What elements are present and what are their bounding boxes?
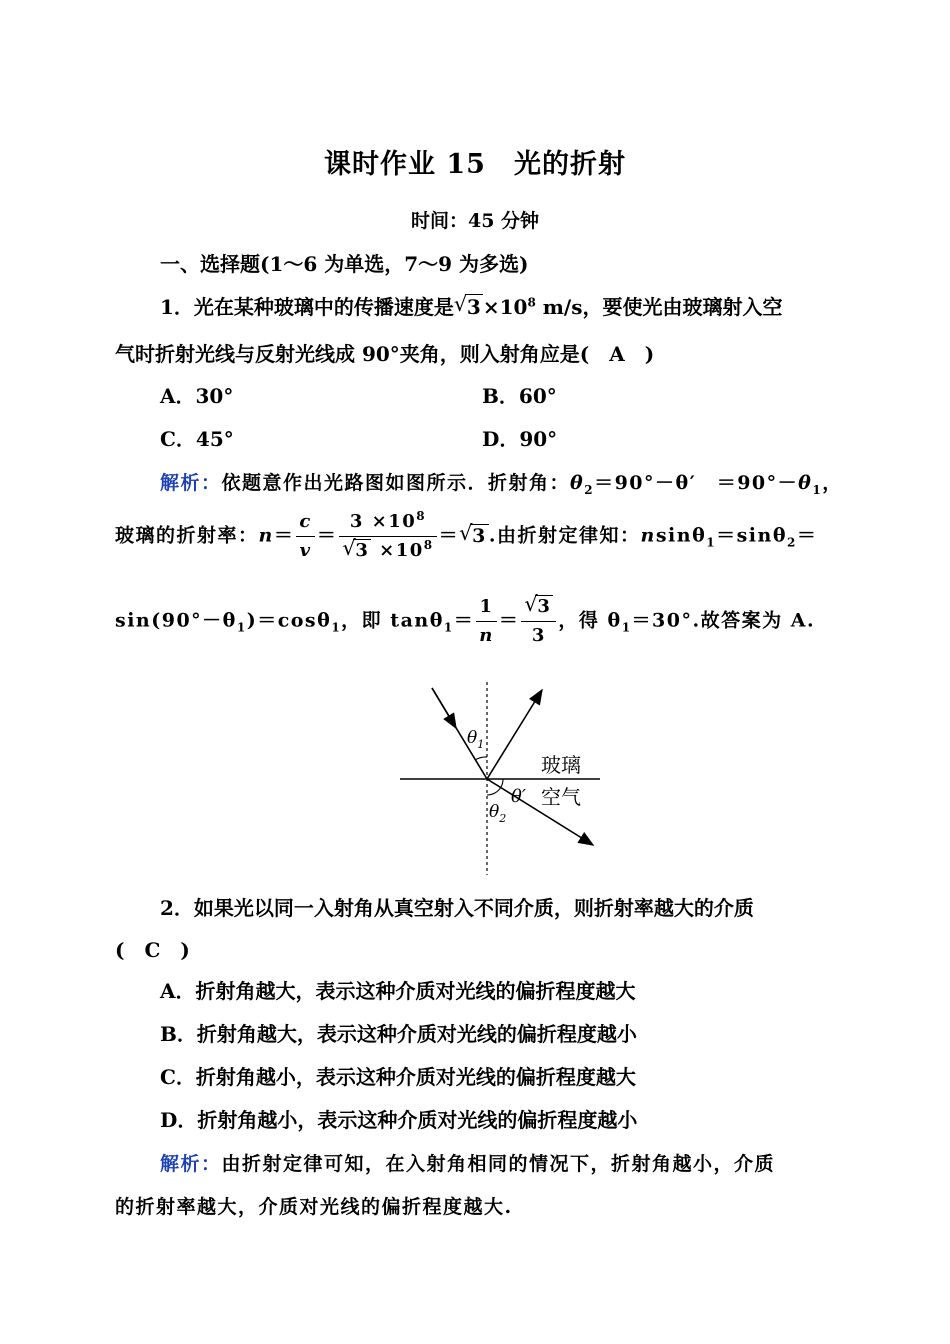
q1-option-b: B．60° xyxy=(482,384,557,408)
q2-option-a: A．折射角越大，表示这种介质对光线的偏折程度越大 xyxy=(160,979,636,1003)
incident-ray-arrow xyxy=(432,688,456,728)
fraction-1-over-n: $\frac{1}{n}$ xyxy=(476,595,497,648)
q1-option-d: D．90° xyxy=(482,427,558,451)
angle-arc-theta2 xyxy=(487,787,501,795)
q2-solution-line2: 的折射率越大，介质对光线的偏折程度越大. xyxy=(115,1196,513,1218)
q1-solution-line3: $\sin(90^\circ-\theta_1)=\cos\theta_1$，即 tanθ$_1$＝ $\frac{1}{n}$ ＝ √ 3 3 ，得 $\theta_1=30^\circ$.故答案为 A. xyxy=(115,592,816,646)
q1-solution-line1: 解析：依题意作出光路图如图所示．折射角：$\theta_2=90^\circ-\theta'$ $=90^\circ-\theta_1$， xyxy=(160,472,843,497)
reflected-ray xyxy=(487,690,542,779)
angle-arc-theta1 xyxy=(475,757,487,760)
label-theta1: $\theta_1$ xyxy=(467,728,485,751)
q1-stem-text: 1．光在某种玻璃中的传播速度是 xyxy=(160,295,454,319)
label-air: 空气 xyxy=(541,785,581,809)
q1-option-a: A．30° xyxy=(160,384,234,408)
solution-label: 解析： xyxy=(160,472,222,494)
q2-option-b: B．折射角越大，表示这种介质对光线的偏折程度越小 xyxy=(160,1022,637,1046)
fraction-c-over-v: $\frac{c}{v}$ xyxy=(296,510,314,563)
fraction-sqrt3-over-3: √ 3 3 xyxy=(521,595,556,648)
q2-option-c: C．折射角越小，表示这种介质对光线的偏折程度越大 xyxy=(160,1065,636,1089)
sqrt-symbol: √ 3 xyxy=(459,520,487,547)
q2-stem-line2: ( C ) xyxy=(115,938,190,962)
sqrt-symbol: √ 3 xyxy=(453,292,481,319)
section-heading: 一、选择题(1～6 为单选，7～9 为多选) xyxy=(160,252,529,276)
q2-solution-line1: 解析：由折射定律可知，在入射角相同的情况下，折射角越小，介质 xyxy=(160,1153,776,1175)
light-path-diagram xyxy=(395,680,605,880)
label-theta2: $\theta_2$ xyxy=(489,802,507,825)
time-limit: 时间：45 分钟 xyxy=(410,210,540,232)
solution-label: 解析： xyxy=(160,1153,222,1175)
q1-stem-line2: 气时折射光线与反射光线成 90°夹角，则入射角应是( A ) xyxy=(115,342,655,366)
q1-stem-line1: 1．光在某种玻璃中的传播速度是 √ $3 \times 10^8$ m/s，要使光由玻璃射入空 xyxy=(160,292,783,319)
q2-stem-line1: 2．如果光以同一入射角从真空射入不同介质，则折射率越大的介质 xyxy=(160,896,754,920)
page-title: 课时作业 15 光的折射 xyxy=(324,149,626,180)
q1-solution-line2: 玻璃的折射率：n＝ $\frac{c}{v}$ ＝ $3 \times 10^8$ √ $3 \times 10^8$ ＝ √ 3 .由折射定律知：nsinθ$_1$＝sinθ$_2$＝ xyxy=(115,509,818,561)
q2-option-d: D．折射角越小，表示这种介质对光线的偏折程度越小 xyxy=(160,1108,638,1132)
q1-option-c: C．45° xyxy=(160,427,234,451)
fraction-speed-ratio: $3 \times 10^8$ √ $3 \times 10^8$ xyxy=(339,510,436,563)
angle-arc-thetap xyxy=(501,779,503,787)
label-glass: 玻璃 xyxy=(541,753,581,777)
label-theta-prime: θ′ xyxy=(511,786,526,807)
